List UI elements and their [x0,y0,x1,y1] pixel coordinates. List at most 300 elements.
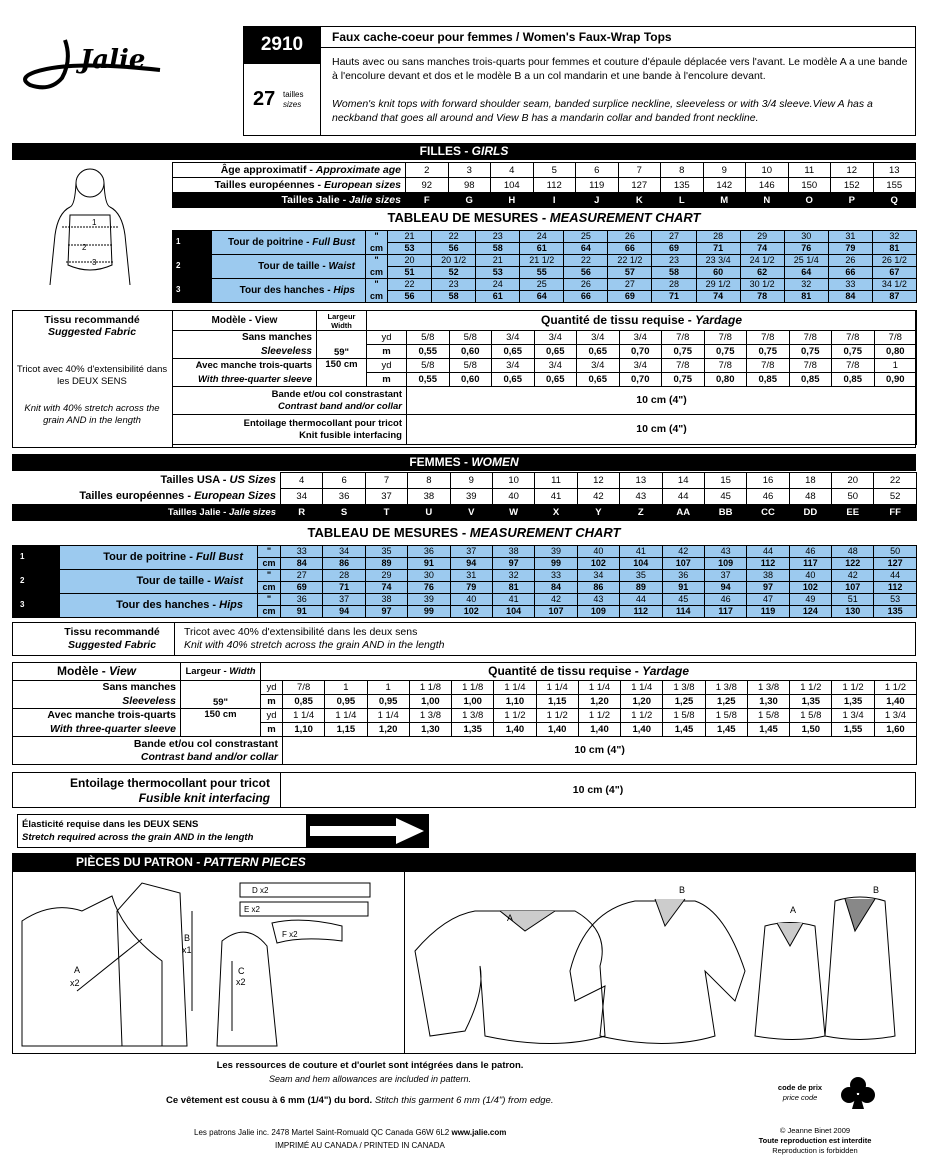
table-cell: 9 [450,473,492,489]
table-cell: 1 1/2 [536,709,578,723]
table-cell: 7/8 [747,359,790,373]
table-cell: 44 [662,489,704,505]
table-cell: 5 [533,163,576,178]
table-cell: 124 [789,606,831,618]
table-cell: 25 1/4 [784,255,828,267]
table-cell: m [261,723,283,737]
text-span: Tailles USA - [160,474,230,486]
table-cell: 0,70 [619,345,662,359]
table-cell: 35 [620,570,662,582]
text-span: Largeur - [185,666,230,677]
table-cell: 23 [652,255,696,267]
table-cell: 41 [492,594,534,606]
table-cell: V [450,505,492,521]
table-cell: 27 [608,279,652,291]
stretch-text [22,818,253,844]
table-cell: 1,15 [325,723,367,737]
table-cell: 1,20 [621,695,663,709]
table-cell: 1 1/8 [409,681,451,695]
table-cell: F [406,193,449,208]
table-cell: 122 [832,558,874,570]
table-cell: 20 1/2 [432,255,476,267]
table-cell: 0,75 [662,373,705,387]
text-span: Tailles Jalie - [281,193,350,206]
table-cell: 150 cm [317,359,367,387]
table-cell: 10 cm (4") [407,387,917,415]
table-cell: 42 [662,546,704,558]
text-span: Yardage [642,664,690,678]
table-cell: 49 [789,594,831,606]
table-cell: 99 [408,606,450,618]
svg-text:B: B [679,885,686,895]
table-cell: 119 [747,606,789,618]
table-cell: 53 [476,267,520,279]
tailles-label: tailles [283,90,304,99]
girls-yardage-table [172,310,917,445]
svg-text:B: B [184,933,191,943]
table-cell: 1,45 [705,723,747,737]
table-cell: 16 [747,473,789,489]
table-cell [13,489,281,505]
text-span: US Sizes [229,474,276,486]
table-cell: 69 [281,582,323,594]
table-cell: 28 [323,570,365,582]
table-cell: 86 [577,582,619,594]
text-span: Tour de taille - [258,261,329,272]
table-cell: 0,60 [449,373,492,387]
table-cell: 10 cm (4") [283,737,917,765]
table-cell: W [492,505,534,521]
text-span: Tour des hanches - [239,285,334,296]
text-span: Tricot avec 40% d'extensibilité dans les deux sens [184,626,418,638]
table-cell: 3/4 [619,331,662,345]
footer-allowance-en: Seam and hem allowances are included in pattern. [268,1074,472,1084]
size-count-box [243,64,321,136]
text-span: Knit with 40% stretch across the grain AND in the length [184,639,445,651]
text-span: price code [782,1093,818,1102]
table-cell: 0,65 [577,373,620,387]
table-cell: 67 [872,267,916,279]
table-cell: 3/4 [492,359,535,373]
women-yardage-table [12,662,917,765]
table-cell: 1,45 [663,723,705,737]
table-cell: 1 1/4 [494,681,536,695]
table-cell: 117 [789,558,831,570]
footer-sew [166,1095,586,1106]
girls-size-table [172,162,916,208]
table-cell: S [323,505,365,521]
table-cell: 1,35 [832,695,874,709]
table-cell: 56 [432,243,476,255]
text-span: Yardage [695,313,742,327]
text-span: Waist [213,575,243,587]
table-cell: 1,40 [578,723,620,737]
table-cell: 21 [388,231,432,243]
table-cell: 40 [492,489,534,505]
table-cell: 53 [388,243,432,255]
table-cell: 0,65 [534,345,577,359]
table-cell: 26 [828,255,872,267]
table-cell: 135 [661,178,704,193]
table-cell: 0,85 [283,695,325,709]
table-cell: 89 [365,558,407,570]
table-cell: 1,10 [494,695,536,709]
table-cell: 127 [618,178,661,193]
text-span: Width [229,666,256,677]
table-cell: 24 1/2 [740,255,784,267]
table-cell: 1,40 [494,723,536,737]
table-cell: O [788,193,831,208]
table-cell: 46 [747,489,789,505]
table-cell: 1 3/8 [705,681,747,695]
table-cell: " [258,570,281,582]
table-cell: " [258,546,281,558]
text-span: European sizes [323,178,401,191]
table-cell: 1 3/8 [452,709,494,723]
svg-text:B: B [873,885,880,895]
table-cell: I [533,193,576,208]
table-cell: 0,55 [407,373,450,387]
text-span: 59" [333,347,350,358]
table-cell: 58 [476,243,520,255]
table-cell: 40 [450,594,492,606]
table-cell: 150 cm [181,709,261,737]
table-cell: 87 [872,291,916,303]
table-cell: 109 [577,606,619,618]
table-cell: G [448,193,491,208]
pattern-number: 2910 [243,26,321,64]
text-span: Bande et/ou col constrastant [133,737,278,750]
table-cell: 52 [874,489,916,505]
text-span: FILLES - [419,144,472,158]
table-cell: 1 5/8 [663,709,705,723]
table-cell: 7/8 [789,359,832,373]
table-cell: 7/8 [704,359,747,373]
table-cell: 22 [388,279,432,291]
table-cell: 1 1/8 [452,681,494,695]
table-cell: 71 [323,582,365,594]
table-cell: 22 [874,473,916,489]
text-span: Full Bust [195,551,243,563]
table-cell: AA [662,505,704,521]
table-cell: 0,65 [534,373,577,387]
women-fabric-label [12,626,212,652]
table-cell: 1 3/4 [874,709,916,723]
table-cell: 0,85 [832,373,875,387]
table-cell: P [831,193,874,208]
table-cell: BB [704,505,746,521]
girls-num-1: 1 [172,230,212,254]
table-cell: cm [366,243,388,255]
table-cell: 64 [564,243,608,255]
table-cell: 38 [492,546,534,558]
table-cell: 33 [535,570,577,582]
table-cell: 92 [406,178,449,193]
table-cell: 91 [408,558,450,570]
table-cell: 25 [520,279,564,291]
text-span: © Jeanne Binet 2009 [779,1126,851,1135]
table-cell: Largeur Width [317,311,367,331]
table-cell: 29 [365,570,407,582]
table-cell: 7/8 [832,331,875,345]
table-cell: 14 [662,473,704,489]
girls-bar [12,143,916,160]
text-span: Full Bust [312,237,355,248]
table-cell: Q [873,193,916,208]
text-span: Jalie sizes [349,193,401,206]
table-cell: 36 [662,570,704,582]
women-num-2: 2 [12,569,60,593]
table-cell: 1 [874,359,917,373]
table-cell: 7/8 [747,331,790,345]
table-cell: 0,75 [789,345,832,359]
table-cell: 37 [450,546,492,558]
svg-text:A: A [74,965,81,975]
table-cell: 102 [577,558,619,570]
text-span: Ce vêtement est cousu à 6 mm (1/4") du bord. [166,1095,373,1106]
table-cell: 1,45 [747,723,789,737]
table-cell: 43 [577,594,619,606]
table-cell: " [258,594,281,606]
table-cell: 1 1/2 [832,681,874,695]
table-cell: R [281,505,323,521]
girls-eu-label [173,178,406,193]
text-span: Suggested Fabric [47,326,137,338]
table-cell: 53 [874,594,916,606]
header-desc-en: Women's knit tops with forward shoulder seam, banded surplice neckline, sleeveless or with 3/4 sleeve.View A has a neckband that goes all around and View B has a mandarin collar and banded front neckline. [332,98,873,124]
svg-text:E x2: E x2 [244,905,261,914]
table-cell: 146 [746,178,789,193]
table-cell: 51 [832,594,874,606]
table-cell: 5/8 [449,331,492,345]
table-cell: 42 [832,570,874,582]
table-cell: 42 [535,594,577,606]
svg-text:Jalie: Jalie [80,45,146,75]
table-cell [13,663,181,681]
text-span: Élasticité requise dans les DEUX SENS [22,819,199,830]
table-cell: 48 [789,489,831,505]
women-fabric-desc [184,626,445,652]
text-span: Jalie sizes [228,507,276,518]
table-cell: 1,00 [452,695,494,709]
table-cell: 1 3/8 [747,681,789,695]
table-cell: 114 [662,606,704,618]
table-cell: 58 [652,267,696,279]
text-span: View [109,664,136,678]
text-span: Tour de taille - [136,575,214,587]
table-cell: 1 5/8 [705,709,747,723]
pattern-pieces-drawing [12,871,404,1054]
text-span: Tour de poitrine - [227,237,313,248]
table-cell: 84 [535,582,577,594]
women-interfacing-value: 10 cm (4") [572,784,624,796]
table-cell [261,663,917,681]
table-cell: 0,65 [577,345,620,359]
table-cell: 48 [832,546,874,558]
table-cell: 56 [388,291,432,303]
table-cell: " [366,231,388,243]
table-cell: U [408,505,450,521]
table-cell: 23 3/4 [696,255,740,267]
table-cell: 56 [564,267,608,279]
table-cell: 10 [492,473,534,489]
text-span: Knit fusible interfacing [299,429,402,441]
table-cell: 41 [535,489,577,505]
table-cell: 43 [620,489,662,505]
table-cell [13,737,283,765]
text-span: Quantité de tissu requise - [488,664,643,678]
table-cell: " [366,279,388,291]
table-cell: cm [366,267,388,279]
table-cell: 94 [450,558,492,570]
table-cell: 0,55 [407,345,450,359]
table-cell: cm [366,291,388,303]
text-span: WOMEN [471,455,519,469]
table-cell: 3/4 [577,331,620,345]
stretch-arrow-icon [306,814,429,848]
table-cell: 39 [450,489,492,505]
svg-text:1: 1 [92,218,97,227]
table-cell: 34 [323,546,365,558]
table-cell: 112 [874,582,916,594]
table-cell: 22 1/2 [608,255,652,267]
girls-fabric-desc-en: Knit with 40% stretch across the grain AND in the length [24,403,160,426]
girls-chart-title [172,210,916,225]
table-cell: Sleeveless [173,345,317,359]
table-cell: 13 [873,163,916,178]
text-span: Suggested Fabric [67,639,157,651]
table-cell: 29 1/2 [696,279,740,291]
table-cell: 66 [564,291,608,303]
table-cell: 84 [281,558,323,570]
header-rule [321,47,916,48]
table-cell: 79 [828,243,872,255]
table-cell: 23 [476,231,520,243]
text-span: PATTERN PIECES [203,855,306,869]
text-span: code de prix [777,1083,823,1092]
pieces-bar [12,853,916,871]
table-cell: 61 [476,291,520,303]
table-cell: 81 [872,243,916,255]
table-cell: 7/8 [283,681,325,695]
table-cell: 45 [704,489,746,505]
text-span: MEASUREMENT CHART [549,210,701,225]
table-cell: Sans manches [13,681,181,695]
table-cell: 104 [492,606,534,618]
table-cell: 0,70 [619,373,662,387]
table-cell: 152 [831,178,874,193]
table-cell: 45 [662,594,704,606]
table-cell: 0,80 [874,345,917,359]
table-cell: 46 [704,594,746,606]
table-cell: 1 1/4 [536,681,578,695]
text-span: Hips [333,285,355,296]
table-cell: m [367,373,407,387]
table-cell: 37 [704,570,746,582]
table-cell: cm [258,582,281,594]
table-cell: 22 [564,255,608,267]
table-cell: FF [874,505,916,521]
women-bar [12,454,916,471]
table-cell: 44 [620,594,662,606]
table-cell: 104 [491,178,534,193]
text-span: FEMMES - [409,455,472,469]
table-cell: 38 [408,489,450,505]
table-cell: cm [258,606,281,618]
table-cell: 5/8 [449,359,492,373]
table-cell: 40 [789,570,831,582]
table-cell: 0,85 [747,373,790,387]
table-cell: 1 3/8 [409,709,451,723]
table-cell: 1,10 [283,723,325,737]
table-cell: 98 [448,178,491,193]
table-cell: 29 [740,231,784,243]
svg-text:3: 3 [92,258,97,267]
girl-figure [40,165,140,300]
svg-text:D x2: D x2 [252,886,269,895]
table-cell: 1,15 [536,695,578,709]
table-cell: 71 [652,291,696,303]
table-cell: 46 [789,546,831,558]
table-cell: 36 [408,546,450,558]
table-cell: N [746,193,789,208]
table-cell: 1,35 [452,723,494,737]
table-cell: 76 [408,582,450,594]
table-cell: 38 [365,594,407,606]
table-cell: 7 [618,163,661,178]
table-cell: 21 [476,255,520,267]
text-span: Reproduction is forbidden [772,1146,858,1155]
table-cell: 0,75 [832,345,875,359]
text-span: Waist [328,261,355,272]
table-cell: 112 [533,178,576,193]
table-cell: 97 [365,606,407,618]
svg-text:x1: x1 [182,945,192,955]
table-cell: H [491,193,534,208]
text-span: Âge approximatif - [220,163,316,176]
table-cell: 4 [281,473,323,489]
table-cell: 0,85 [789,373,832,387]
text-span: Stitch this garment 6 mm (1/4") from edge. [374,1095,554,1106]
table-cell: 81 [784,291,828,303]
table-cell: 71 [696,243,740,255]
table-cell: 94 [704,582,746,594]
table-cell: 1,40 [621,723,663,737]
table-cell: 21 1/2 [520,255,564,267]
table-cell: 66 [608,243,652,255]
table-cell: 104 [620,558,662,570]
sizes-label: sizes [283,100,302,109]
table-cell: 1,20 [367,723,409,737]
table-cell: 27 [652,231,696,243]
table-cell: 41 [620,546,662,558]
text-span: Tissu recommandé [64,626,160,638]
table-cell: X [535,505,577,521]
table-cell: J [576,193,619,208]
table-cell: 47 [747,594,789,606]
table-cell: 33 [828,279,872,291]
table-cell: 64 [520,291,564,303]
table-cell: 12 [577,473,619,489]
table-cell: 26 [608,231,652,243]
garment-views-drawing [405,871,915,1054]
table-cell: 28 [652,279,696,291]
table-cell: " [366,255,388,267]
table-cell: 102 [450,606,492,618]
text-span: Contrast band and/or collar [140,750,278,763]
table-cell: 1 3/4 [832,709,874,723]
table-cell: 107 [832,582,874,594]
